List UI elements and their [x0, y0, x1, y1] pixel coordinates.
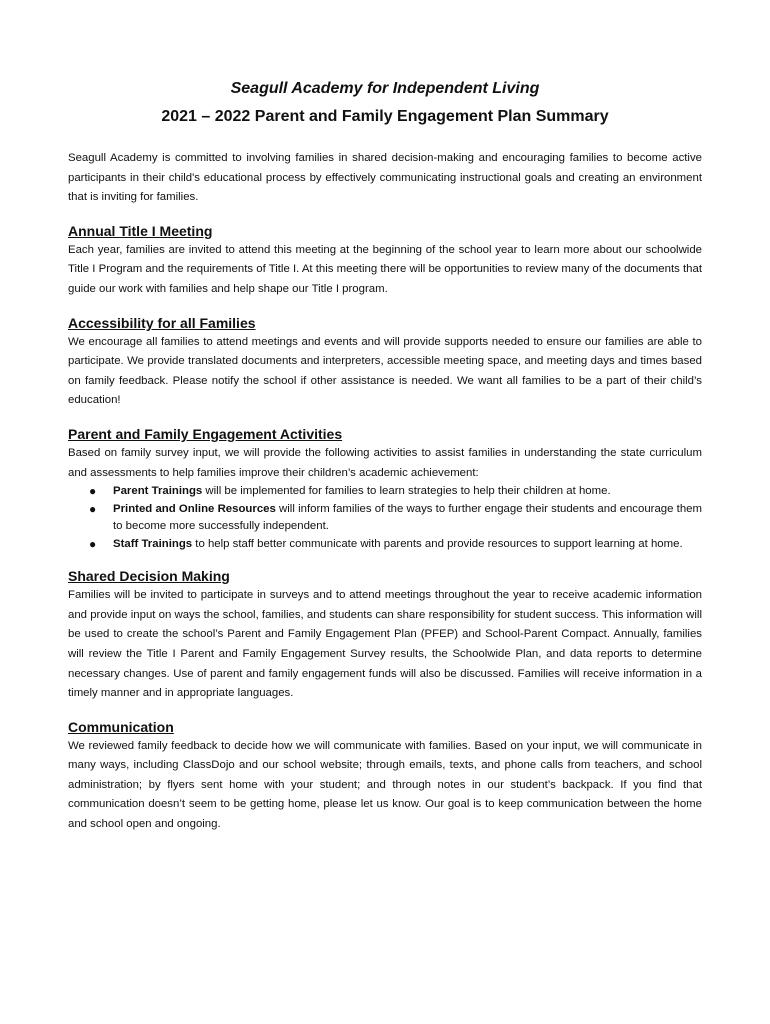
- annual-meeting-section: [68, 222, 702, 300]
- list-item: [89, 501, 702, 536]
- accessibility-section: [68, 314, 702, 411]
- list-item-text: will inform families of the ways to further engage their students and encourage them to become more successfully independent.: [113, 502, 702, 533]
- activities-heading: Parent and Family Engagement Activities: [68, 425, 343, 442]
- plan-title: 2021 – 2022 Parent and Family Engagement Plan Summary: [161, 108, 609, 125]
- list-item: [89, 483, 702, 501]
- decision-making-body: Families will be invited to participate in surveys and to attend meetings throughout the year to receive academic information and provide input on ways the school, families, and students can share responsibility for student success. This information will be used to create the school’s Parent and Family Engagement Plan (PFEP) and School-Parent Compact. Annually, families will review the Title I Parent and Family Engagement Survey results, the Schoolwide Plan, and data reports to determine necessary changes. Use of parent and family engagement funds will also be discussed. Families will receive information in a timely manner and in appropriate languages.: [68, 589, 702, 700]
- communication-heading: Communication: [68, 718, 174, 735]
- bullet-icon: ●: [89, 536, 97, 551]
- list-item-label: Staff Trainings: [113, 537, 193, 550]
- list-item-label: Printed and Online Resources: [113, 502, 276, 515]
- document-page: [68, 76, 702, 835]
- accessibility-body: We encourage all families to attend meetings and events and will provide supports needed to ensure our families are able to participate. We provide translated documents and interpreters, accessible meeting space, and meeting days and times based on family feedback. Please notify the school if other assistance is needed. We want all families to be a part of their child’s education!: [68, 335, 702, 407]
- decision-making-section: [68, 567, 702, 704]
- annual-meeting-heading: Annual Title I Meeting: [68, 222, 213, 239]
- annual-meeting-body: Each year, families are invited to attend this meeting at the beginning of the school year to learn more about our schoolwide Title I Program and the requirements of Title I. At this meeting there will be opportunities to review many of the documents that guide our work with families and help shape our Title I program.: [68, 243, 702, 295]
- bullet-icon: ●: [89, 484, 97, 499]
- list-item-text: to help staff better communicate with parents and provide resources to support learning at home.: [192, 537, 683, 550]
- decision-making-heading: Shared Decision Making: [68, 568, 230, 585]
- intro-paragraph: Seagull Academy is committed to involving families in shared decision-making and encouraging families to become active participants in their child's educational process by effectively communicating instructional goals and creating an environment that is inviting for families.: [68, 152, 702, 204]
- activities-section: [68, 425, 702, 553]
- communication-body: We reviewed family feedback to decide how we will communicate with families. Based on your input, we will communicate in many ways, including ClassDojo and our school website; through emails, texts, and phone calls from teachers, and school administration; by flyers sent home with your student; and through notes in our student’s backpack. If you find that communication doesn’t seem to be getting home, please let us know. Our goal is to keep communication between the home and school open and ongoing.: [68, 739, 702, 831]
- list-item: [89, 536, 702, 554]
- bullet-icon: ●: [89, 501, 97, 516]
- activities-body: Based on family survey input, we will provide the following activities to assist families in understanding the state curriculum and assessments to help families improve their children’s academic achievement:: [68, 446, 702, 479]
- accessibility-heading: Accessibility for all Families: [68, 314, 256, 331]
- school-name-title: Seagull Academy for Independent Living: [230, 80, 540, 97]
- list-item-text: will be implemented for families to learn strategies to help their children at home.: [202, 485, 611, 498]
- communication-section: [68, 718, 702, 835]
- activities-list: [68, 483, 702, 553]
- list-item-label: Parent Trainings: [113, 485, 203, 498]
